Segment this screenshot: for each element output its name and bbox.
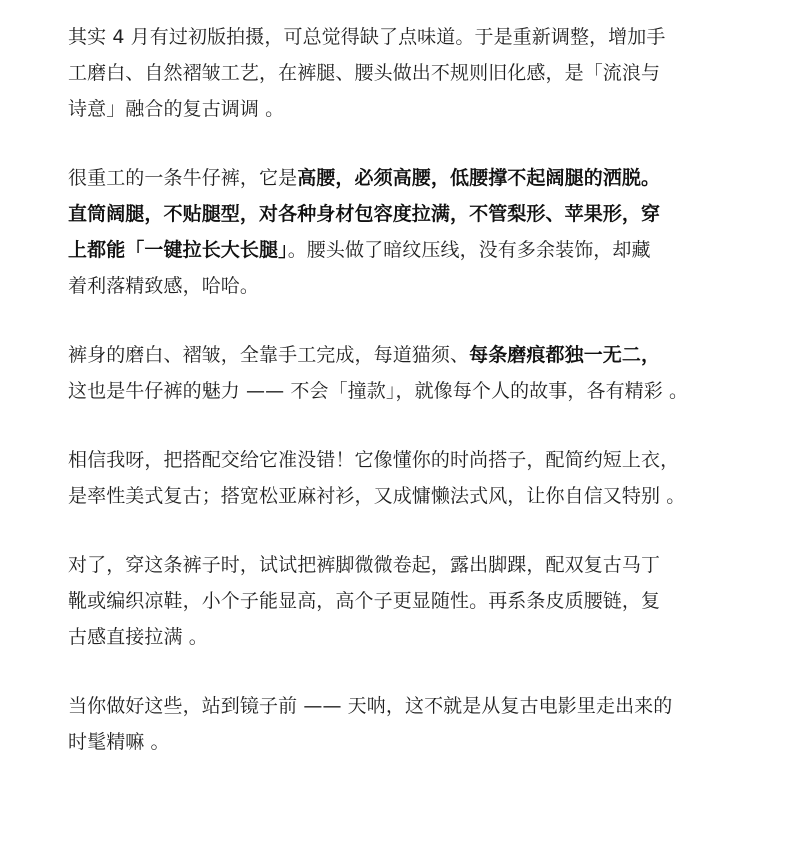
text-segment: 很重工的一条牛仔裤，它是 bbox=[68, 167, 298, 189]
text-line: 工磨白、自然褶皱工艺，在裤腿、腰头做出不规则旧化感，是「流浪与 bbox=[68, 62, 661, 84]
paragraph-styling bbox=[68, 442, 748, 514]
text-line: 其实 4 月有过初版拍摄，可总觉得缺了点味道。于是重新调整，增加手 bbox=[68, 26, 666, 48]
text-line: 着利落精致感，哈哈。 bbox=[68, 275, 260, 297]
text-line: 时髦精嘛 。 bbox=[68, 731, 170, 753]
paragraph-closing bbox=[68, 688, 748, 760]
text-line bbox=[68, 337, 748, 373]
paragraph-handcraft bbox=[68, 337, 748, 409]
text-line: 靴或编织凉鞋，小个子能显高，高个子更显随性。再系条皮质腰链，复 bbox=[68, 590, 661, 612]
bold-text: 上都能「一键拉长大长腿」 bbox=[68, 239, 288, 261]
text-line bbox=[68, 232, 748, 268]
text-line bbox=[68, 160, 748, 196]
text-line: 是率性美式复古；搭宽松亚麻衬衫，又成慵懒法式风，让你自信又特别 。 bbox=[68, 485, 686, 507]
text-line: 相信我呀，把搭配交给它准没错！它像懂你的时尚搭子，配简约短上衣， bbox=[68, 449, 680, 471]
bold-text-line: 直筒阔腿，不贴腿型，对各种身材包容度拉满，不管梨形、苹果形，穿 bbox=[68, 203, 661, 225]
article-body bbox=[68, 19, 748, 793]
text-segment: 。腰头做了暗纹压线，没有多余装饰，却藏 bbox=[287, 239, 651, 261]
bold-text: 每条磨痕都独一无二， bbox=[469, 344, 661, 366]
text-line: 这也是牛仔裤的魅力 —— 不会「撞款」，就像每个人的故事，各有精彩 。 bbox=[68, 380, 689, 402]
text-line: 当你做好这些，站到镜子前 —— 天呐，这不就是从复古电影里走出来的 bbox=[68, 695, 673, 717]
text-line: 古感直接拉满 。 bbox=[68, 626, 208, 648]
paragraph-intro bbox=[68, 19, 748, 127]
bold-text: 高腰，必须高腰，低腰撑不起阔腿的洒脱。 bbox=[297, 167, 661, 189]
text-segment: 裤身的磨白、褶皱，全靠手工完成，每道猫须、 bbox=[68, 344, 470, 366]
text-line: 对了，穿这条裤子时，试试把裤脚微微卷起，露出脚踝，配双复古马丁 bbox=[68, 554, 661, 576]
paragraph-tips bbox=[68, 547, 748, 655]
text-line: 诗意」融合的复古调调 。 bbox=[68, 98, 285, 120]
paragraph-high-waist bbox=[68, 160, 748, 304]
